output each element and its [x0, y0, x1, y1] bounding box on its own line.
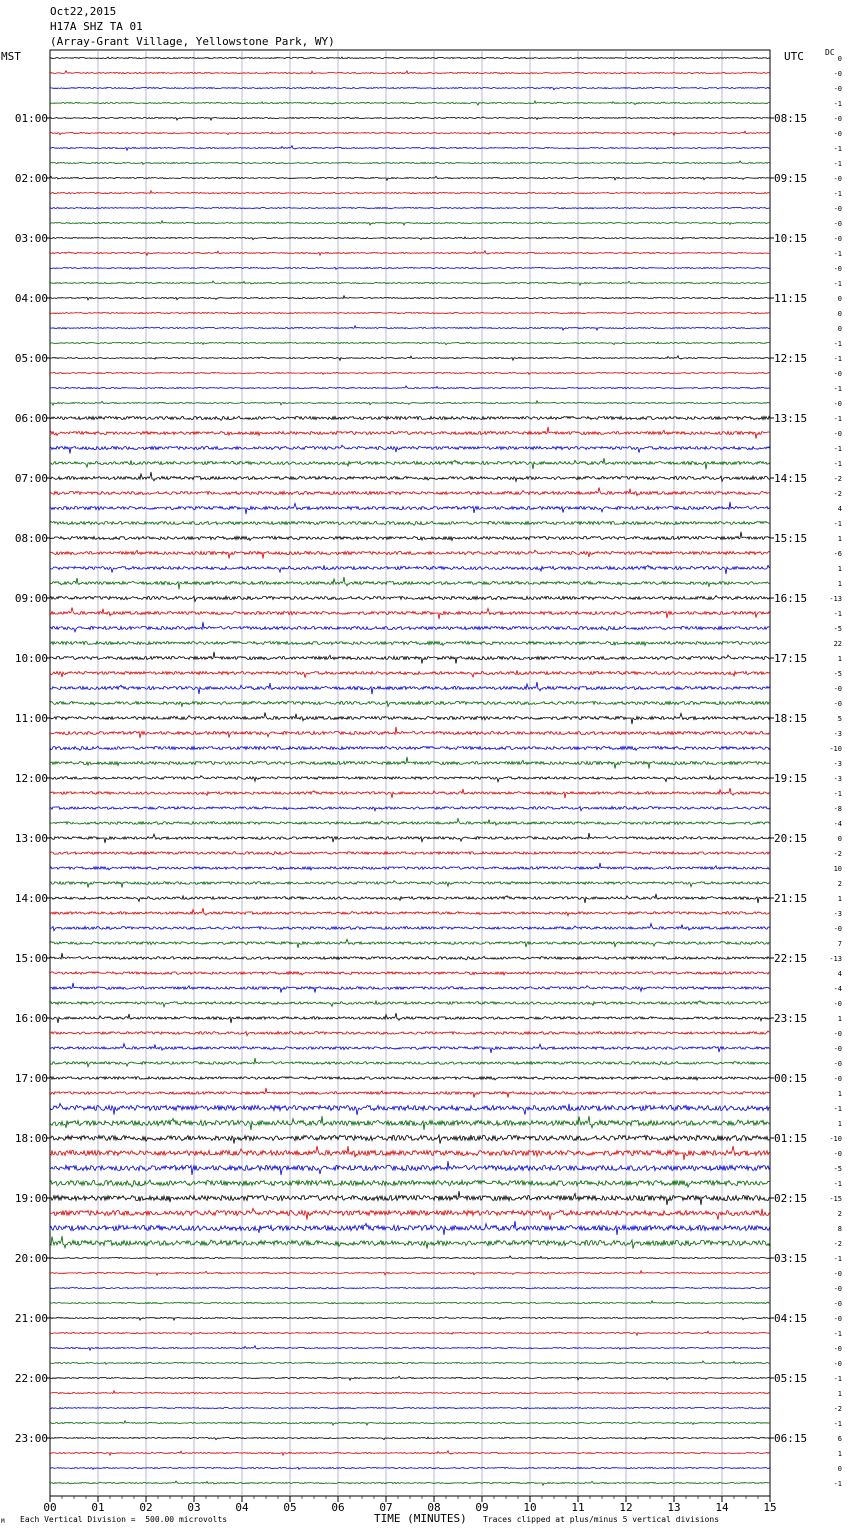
dc-offset-label: 22: [833, 640, 842, 648]
dc-offset-label: -2: [833, 475, 842, 483]
left-hour-label: 04:00: [14, 292, 48, 305]
left-hour-label: 05:00: [14, 352, 48, 365]
dc-offset-label: -1: [833, 340, 842, 348]
seismic-trace: [50, 1256, 770, 1259]
dc-offset-label: -5: [833, 625, 842, 633]
seismic-trace: [50, 1146, 770, 1160]
dc-offset-label: 2: [837, 880, 842, 888]
right-hour-label: 05:15: [774, 1372, 808, 1385]
dc-offset-label: -1: [833, 160, 842, 168]
dc-offset-label: -1: [833, 145, 842, 153]
seismic-trace: [50, 1135, 770, 1144]
x-tick-label: 07: [379, 1501, 393, 1514]
seismic-trace: [50, 488, 770, 496]
dc-offset-label: -2: [833, 490, 842, 498]
seismic-trace: [50, 608, 770, 620]
seismic-trace: [50, 1161, 770, 1175]
dc-offset-label: -0: [833, 1345, 842, 1353]
dc-offset-label: 6: [837, 1435, 842, 1443]
seismic-trace: [50, 1001, 770, 1007]
dc-offset-label: -0: [833, 1360, 842, 1368]
right-hour-label: 03:15: [774, 1252, 808, 1265]
right-hour-label: 02:15: [774, 1192, 808, 1205]
dc-offset-label: -0: [833, 1060, 842, 1068]
dc-offset-label: -0: [833, 1300, 842, 1308]
left-hour-label: 08:00: [14, 532, 48, 545]
seismic-trace: [50, 1103, 770, 1115]
dc-offset-label: 0: [837, 55, 842, 63]
seismic-trace: [50, 908, 770, 916]
left-hour-label: 14:00: [14, 892, 48, 905]
seismic-trace: [50, 833, 770, 843]
seismic-trace: [50, 458, 770, 469]
seismic-trace: [50, 596, 770, 602]
right-hour-label: 01:15: [774, 1132, 808, 1145]
right-hour-label: 23:15: [774, 1012, 808, 1025]
left-hour-label: 07:00: [14, 472, 48, 485]
seismic-trace: [50, 757, 770, 769]
seismic-trace: [50, 326, 770, 330]
seismic-trace: [50, 1346, 770, 1351]
header-location: (Array-Grant Village, Yellowstone Park, WY): [50, 35, 335, 48]
dc-offset-label: -5: [833, 670, 842, 678]
dc-offset-label: -1: [833, 355, 842, 363]
dc-offset-label: 1: [837, 655, 842, 663]
right-hour-label: 16:15: [774, 592, 808, 605]
dc-offset-label: -0: [833, 1030, 842, 1038]
seismic-trace: [50, 101, 770, 105]
right-hour-label: 00:15: [774, 1072, 808, 1085]
dc-offset-label: 1: [837, 565, 842, 573]
seismic-trace: [50, 1058, 770, 1067]
dc-offset-label: 8: [837, 1225, 842, 1233]
seismic-trace: [50, 953, 770, 960]
dc-title: DC: [825, 48, 835, 57]
dc-offset-label: -3: [833, 760, 842, 768]
dc-offset-label: 1: [837, 535, 842, 543]
seismic-trace: [50, 894, 770, 903]
x-tick-label: 01: [91, 1501, 105, 1514]
dc-offset-label: -1: [833, 1330, 842, 1338]
dc-offset-label: -1: [833, 190, 842, 198]
seismic-trace: [50, 401, 770, 406]
seismic-trace: [50, 1088, 770, 1098]
seismic-trace: [50, 1191, 770, 1205]
seismic-trace: [50, 281, 770, 285]
scale-note: Each Vertical Division = 500.00 microvolts: [20, 1515, 228, 1524]
left-hour-label: 13:00: [14, 832, 48, 845]
seismic-trace: [50, 776, 770, 782]
dc-offset-label: 0: [837, 325, 842, 333]
seismic-trace: [50, 550, 770, 558]
right-hour-label: 19:15: [774, 772, 808, 785]
seismic-trace: [50, 221, 770, 225]
dc-offset-label: -0: [833, 1270, 842, 1278]
dc-offset-label: -8: [833, 805, 842, 813]
x-tick-label: 04: [235, 1501, 249, 1514]
seismic-trace: [50, 1451, 770, 1456]
dc-offset-label: -1: [833, 415, 842, 423]
x-tick-label: 05: [283, 1501, 297, 1514]
seismic-trace: [50, 356, 770, 361]
seismic-trace: [50, 881, 770, 888]
seismic-trace: [50, 532, 770, 541]
seismic-trace: [50, 386, 770, 389]
dc-offset-label: -0: [833, 175, 842, 183]
seismic-trace: [50, 1331, 770, 1335]
seismic-trace: [50, 1031, 770, 1036]
dc-offset-label: 1: [837, 895, 842, 903]
dc-offset-label: -10: [829, 1135, 842, 1143]
seismic-trace: [50, 502, 770, 514]
dc-offset-label: -2: [833, 1240, 842, 1248]
dc-offset-label: 4: [837, 505, 842, 513]
dc-offset-label: -1: [833, 1180, 842, 1188]
dc-offset-label: -0: [833, 1315, 842, 1323]
left-hour-label: 01:00: [14, 112, 48, 125]
corner-mark: M: [1, 1518, 5, 1525]
right-hour-label: 22:15: [774, 952, 808, 965]
seismic-trace: [50, 372, 770, 374]
header-date: Oct22,2015: [50, 5, 117, 18]
right-hour-label: 14:15: [774, 472, 808, 485]
seismic-trace: [50, 1208, 770, 1220]
x-tick-label: 02: [139, 1501, 153, 1514]
dc-offset-label: 1: [837, 1390, 842, 1398]
dc-offset-label: -0: [833, 205, 842, 213]
seismic-trace: [50, 416, 770, 420]
right-hour-label: 17:15: [774, 652, 808, 665]
left-hour-label: 16:00: [14, 1012, 48, 1025]
dc-offset-label: 10: [833, 865, 842, 873]
dc-offset-label: 4: [837, 970, 842, 978]
right-hour-label: 12:15: [774, 352, 808, 365]
left-hour-label: 15:00: [14, 952, 48, 965]
dc-offset-label: 1: [837, 1450, 842, 1458]
seismic-trace: [50, 521, 770, 525]
seismic-trace: [50, 1287, 770, 1289]
dc-offset-label: -1: [833, 1480, 842, 1488]
left-hour-label: 19:00: [14, 1192, 48, 1205]
left-hour-label: 12:00: [14, 772, 48, 785]
dc-offset-label: -1: [833, 1255, 842, 1263]
seismic-trace: [50, 1481, 770, 1485]
seismic-trace: [50, 1361, 770, 1364]
seismic-trace: [50, 131, 770, 135]
seismic-trace: [50, 806, 770, 810]
left-hour-label: 02:00: [14, 172, 48, 185]
x-tick-label: 13: [667, 1501, 681, 1514]
dc-offset-label: -0: [833, 700, 842, 708]
plot-frame: [50, 50, 770, 1496]
seismic-trace: [50, 191, 770, 194]
x-tick-label: 00: [43, 1501, 57, 1514]
seismic-trace: [50, 207, 770, 209]
dc-offset-label: 5: [837, 715, 842, 723]
seismic-trace: [50, 622, 770, 632]
dc-offset-label: -1: [833, 790, 842, 798]
seismic-trace: [50, 924, 770, 931]
seismic-trace: [50, 445, 770, 453]
seismic-trace: [50, 1013, 770, 1023]
seismic-trace: [50, 1116, 770, 1130]
dc-offset-label: -0: [833, 1045, 842, 1053]
seismic-trace: [50, 701, 770, 706]
x-tick-label: 12: [619, 1501, 633, 1514]
x-tick-label: 14: [715, 1501, 729, 1514]
dc-offset-label: -0: [833, 115, 842, 123]
left-hour-label: 22:00: [14, 1372, 48, 1385]
seismic-trace: [50, 251, 770, 256]
seismic-trace: [50, 1317, 770, 1320]
left-hour-label: 11:00: [14, 712, 48, 725]
x-tick-label: 09: [475, 1501, 489, 1514]
dc-offset-label: -0: [833, 70, 842, 78]
dc-offset-label: 0: [837, 1465, 842, 1473]
seismic-trace: [50, 1271, 770, 1276]
dc-offset-label: -0: [833, 400, 842, 408]
x-tick-label: 15: [763, 1501, 777, 1514]
dc-offset-label: -1: [833, 445, 842, 453]
x-tick-label: 11: [571, 1501, 585, 1514]
left-hour-label: 10:00: [14, 652, 48, 665]
seismic-trace: [50, 652, 770, 664]
right-hour-label: 09:15: [774, 172, 808, 185]
dc-offset-label: 1: [837, 1090, 842, 1098]
dc-offset-label: -3: [833, 775, 842, 783]
left-hour-label: 20:00: [14, 1252, 48, 1265]
seismic-trace: [50, 670, 770, 677]
seismic-trace: [50, 237, 770, 240]
dc-offset-label: -0: [833, 1000, 842, 1008]
dc-offset-label: -4: [833, 820, 842, 828]
seismic-trace: [50, 727, 770, 738]
dc-offset-label: 1: [837, 580, 842, 588]
dc-offset-label: 0: [837, 310, 842, 318]
right-hour-label: 11:15: [774, 292, 808, 305]
seismic-trace: [50, 71, 770, 74]
seismic-trace: [50, 1221, 770, 1235]
dc-offset-label: -4: [833, 985, 842, 993]
seismic-trace: [50, 1467, 770, 1469]
seismic-trace: [50, 819, 770, 826]
seismic-trace: [50, 682, 770, 694]
header-station: H17A SHZ TA 01: [50, 20, 143, 33]
dc-offset-label: -0: [833, 130, 842, 138]
seismic-trace: [50, 117, 770, 120]
left-hour-label: 23:00: [14, 1432, 48, 1445]
seismic-trace: [50, 641, 770, 645]
x-axis-label: TIME (MINUTES): [374, 1512, 467, 1525]
left-hour-label: 03:00: [14, 232, 48, 245]
dc-offset-label: -13: [829, 955, 842, 963]
dc-offset-label: -3: [833, 730, 842, 738]
dc-offset-label: -0: [833, 925, 842, 933]
seismic-trace: [50, 1437, 770, 1440]
dc-offset-label: -1: [833, 1375, 842, 1383]
seismic-trace: [50, 1391, 770, 1394]
dc-offset-label: -2: [833, 1405, 842, 1413]
seismic-trace: [50, 746, 770, 750]
dc-offset-label: -0: [833, 685, 842, 693]
clip-note: Traces clipped at plus/minus 5 vertical divisions: [483, 1515, 720, 1524]
dc-offset-label: -0: [833, 370, 842, 378]
dc-offset-label: -0: [833, 220, 842, 228]
left-hour-label: 17:00: [14, 1072, 48, 1085]
dc-offset-label: 0: [837, 835, 842, 843]
right-hour-label: 21:15: [774, 892, 808, 905]
dc-offset-label: 2: [837, 1210, 842, 1218]
seismic-trace: [50, 296, 770, 300]
left-axis-title: MST: [1, 50, 21, 63]
left-hour-label: 06:00: [14, 412, 48, 425]
dc-offset-label: -1: [833, 520, 842, 528]
right-hour-label: 04:15: [774, 1312, 808, 1325]
seismic-trace: [50, 713, 770, 725]
right-hour-label: 06:15: [774, 1432, 808, 1445]
dc-offset-label: -0: [833, 265, 842, 273]
dc-offset-label: -2: [833, 850, 842, 858]
seismic-trace: [50, 788, 770, 798]
right-hour-label: 08:15: [774, 112, 808, 125]
dc-offset-label: -0: [833, 85, 842, 93]
dc-offset-label: -0: [833, 1075, 842, 1083]
seismic-trace: [50, 312, 770, 314]
left-hour-label: 18:00: [14, 1132, 48, 1145]
seismic-trace: [50, 972, 770, 975]
seismic-trace: [50, 983, 770, 993]
dc-offset-label: -1: [833, 250, 842, 258]
seismic-trace: [50, 1407, 770, 1409]
dc-offset-label: -1: [833, 385, 842, 393]
dc-offset-label: -1: [833, 1105, 842, 1113]
dc-offset-label: 0: [837, 295, 842, 303]
seismic-trace: [50, 1044, 770, 1053]
x-tick-label: 10: [523, 1501, 537, 1514]
seismic-trace: [50, 1421, 770, 1425]
seismic-trace: [50, 577, 770, 589]
right-hour-label: 20:15: [774, 832, 808, 845]
x-tick-label: 08: [427, 1501, 441, 1514]
right-hour-label: 10:15: [774, 232, 808, 245]
dc-offset-label: 1: [837, 1120, 842, 1128]
left-hour-label: 09:00: [14, 592, 48, 605]
dc-offset-label: -0: [833, 430, 842, 438]
seismic-trace: [50, 1236, 770, 1249]
dc-offset-label: -1: [833, 460, 842, 468]
dc-offset-label: -1: [833, 100, 842, 108]
dc-offset-label: -3: [833, 910, 842, 918]
seismic-trace: [50, 1301, 770, 1304]
dc-offset-label: -15: [829, 1195, 842, 1203]
right-hour-label: 13:15: [774, 412, 808, 425]
seismic-trace: [50, 146, 770, 151]
dc-offset-label: 1: [837, 1015, 842, 1023]
x-tick-label: 06: [331, 1501, 345, 1514]
seismic-trace: [50, 1077, 770, 1080]
dc-offset-label: -13: [829, 595, 842, 603]
seismic-trace: [50, 565, 770, 574]
seismic-trace: [50, 863, 770, 870]
seismic-trace: [50, 427, 770, 439]
seismic-trace: [50, 852, 770, 855]
seismic-trace: [50, 87, 770, 90]
x-tick-label: 03: [187, 1501, 201, 1514]
left-hour-label: 21:00: [14, 1312, 48, 1325]
dc-offset-label: -1: [833, 610, 842, 618]
dc-offset-label: -10: [829, 745, 842, 753]
dc-offset-label: -0: [833, 1285, 842, 1293]
dc-offset-label: 7: [837, 940, 842, 948]
seismic-trace: [50, 472, 770, 482]
dc-offset-label: -0: [833, 235, 842, 243]
seismic-trace: [50, 161, 770, 164]
dc-offset-label: -1: [833, 280, 842, 288]
seismic-trace: [50, 57, 770, 59]
seismic-trace: [50, 939, 770, 948]
seismic-trace: [50, 1376, 770, 1380]
seismic-trace: [50, 342, 770, 345]
dc-offset-label: -6: [833, 550, 842, 558]
seismic-trace: [50, 1180, 770, 1187]
right-hour-label: 15:15: [774, 532, 808, 545]
dc-offset-label: -0: [833, 1150, 842, 1158]
dc-offset-label: -5: [833, 1165, 842, 1173]
right-hour-label: 18:15: [774, 712, 808, 725]
seismic-trace: [50, 267, 770, 269]
right-axis-title: UTC: [784, 50, 804, 63]
dc-offset-label: -1: [833, 1420, 842, 1428]
seismic-trace: [50, 176, 770, 180]
